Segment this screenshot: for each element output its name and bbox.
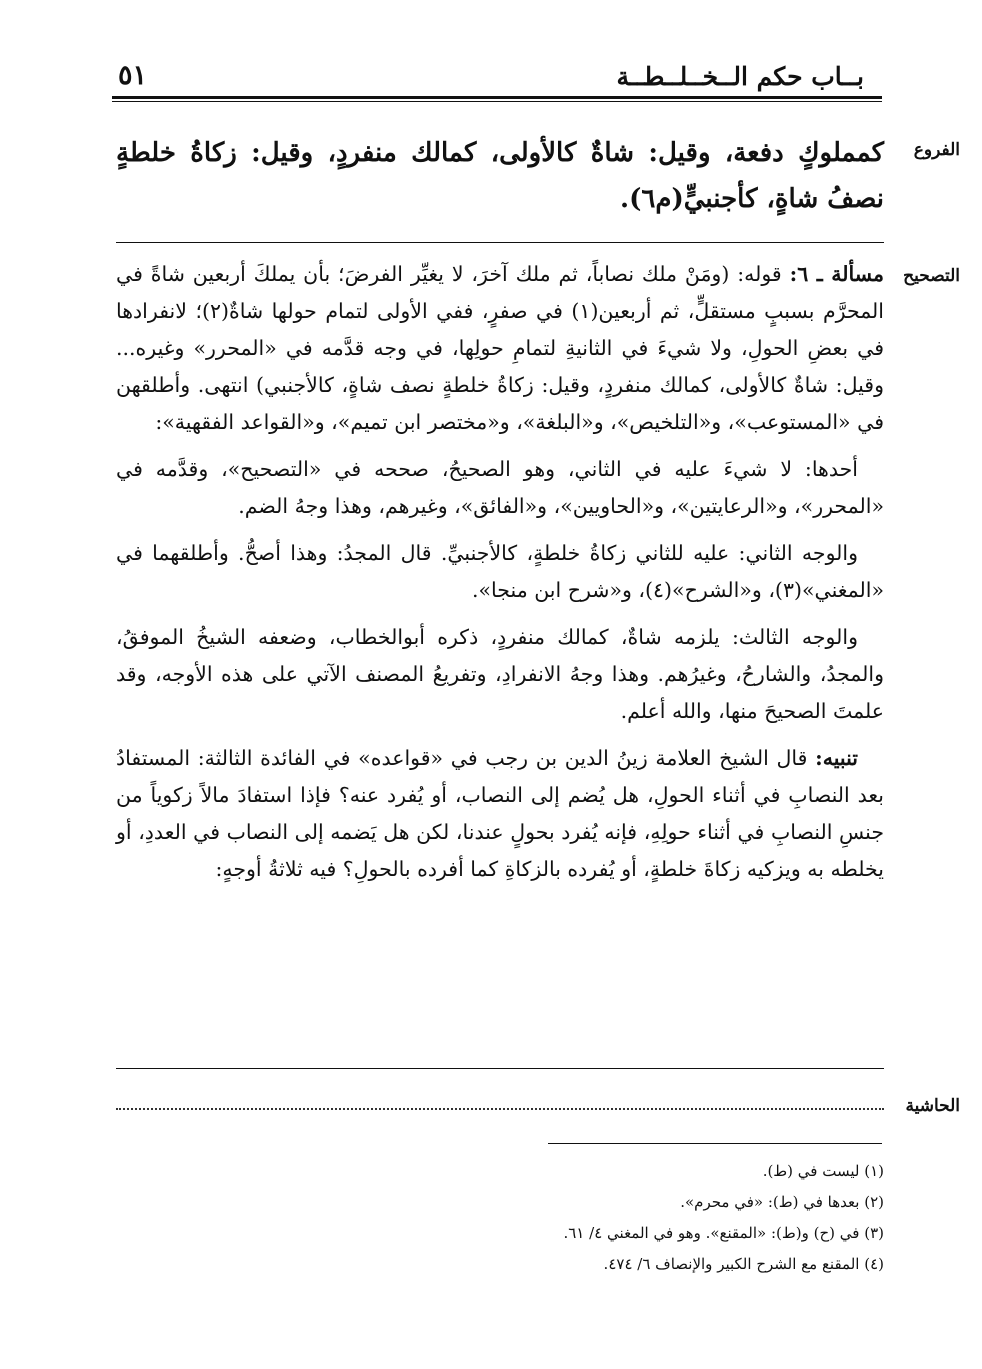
furu-text: كمملوكٍ دفعة، وقيل: شاةٌ كالأولى، كمالك منفردٍ، وقيل: زكاةُ خلطةٍ نصفُ شاةٍ، كأجنبيٍّ(م٦). [116,138,884,214]
issue-heading: مسألة ـ ٦: [789,262,884,286]
tashih-text [116,256,884,898]
footnote: (٣) في (ح) و(ط): «المقنع». وهو في المغني ٤/ ٦١. [563,1224,884,1242]
footnotes [300,1156,884,1280]
paragraph-text: والوجه الثاني: عليه للثاني زكاةُ خلطةٍ، كالأجنبيِّ. قال المجدُ: وهذا أصحُّ. وأطلقهما في «المغني»(٣)، و«الشرح»(٤)، و«شرح ابن منجا». [116,541,884,602]
tashih-paragraph [116,535,884,609]
running-header-title: بــاب حكم الــخــلــطــة [616,62,864,91]
paragraph-text: قال الشيخ العلامة زينُ الدين بن رجب في «قواعده» في الفائدة الثالثة: المستفادُ بعد النصابِ في أثناء الحولِ، هل يُضم إلى النصاب، أو يُفرد عنه؟ فإذا استفادَ مالاً زكوياً من جنسِ النصابِ في أثناء حولِهِ، فإنه يُفرد بحولٍ عندنا، لكن هل يَضمه إلى النصاب في العددِ، أو يخلطه به ويزكيه زكاةَ خلطةٍ، أو يُفرده بالزكاةِ كما أفرده بالحولِ؟ فيه ثلاثةُ أوجهٍ: [116,746,884,881]
note-heading: تنبيه: [815,746,858,770]
section-divider [116,1068,884,1069]
tashih-paragraph [116,451,884,525]
footnote-separator [548,1143,882,1144]
footnote: (٤) المقنع مع الشرح الكبير والإنصاف ٦/ ٤٧٤. [603,1255,884,1273]
paragraph-text: والوجه الثالث: يلزمه شاةٌ، كمالك منفردٍ، ذكره أبوالخطاب، وضعفه الشيخُ الموفقُ، والمجدُ، والشارحُ، وغيرُهم. وهذا وجهُ الانفرادِ، وتفريعُ المصنف الآتي على هذه الأوجه، وقد علمتَ الصحيحَ منها، والله أعلم. [116,625,884,723]
paragraph-text: أحدها: لا شيءَ عليه في الثاني، وهو الصحيحُ، صححه في «التصحيح»، وقدَّمه في «المحرر»، و«الرعايتين»، و«الحاويين»، و«الفائق»، وغيرهم، وهذا وجهُ الضم. [116,457,884,518]
section-divider [116,242,884,243]
tashih-paragraph [116,619,884,730]
header-rule-thin [112,101,882,102]
margin-label-hashiya: الحاشية [905,1096,960,1116]
tashih-paragraph [116,740,884,888]
tashih-paragraph [116,256,884,441]
header-rule [112,96,882,99]
page-number: ٥١ [118,60,148,91]
margin-label-furu: الفروع [913,140,960,160]
hashiya-dotted-line [116,1108,884,1110]
margin-label-tashih: التصحيح [903,266,960,286]
footnote: (١) ليست في (ط). [762,1162,884,1180]
paragraph-text: قوله: (ومَنْ ملك نصاباً، ثم ملك آخرَ، لا يغيِّر الفرضَ؛ بأن يملكَ أربعين شاةً في المحرَّم بسببٍ مستقلٍّ، ثم أربعين(١) في صفرٍ، ففي الأولى لتمام حولها شاةٌ(٢)؛ لانفرادها في بعضِ الحولِ، ولا شيءَ في الثانيةِ لتمامِ حولِها، في وجه قدَّمه في «المحرر» وغيره... وقيل: شاةٌ كالأولى، كمالك منفردٍ، وقيل: زكاةُ خلطةٍ نصف شاةٍ، كالأجنبي) انتهى. وأطلقهن في «المستوعب»، و«التلخيص»، و«البلغة»، و«مختصر ابن تميم»، و«القواعد الفقهية»: [116,262,885,434]
footnote: (٢) بعدها في (ط): «في محرم». [680,1193,884,1211]
